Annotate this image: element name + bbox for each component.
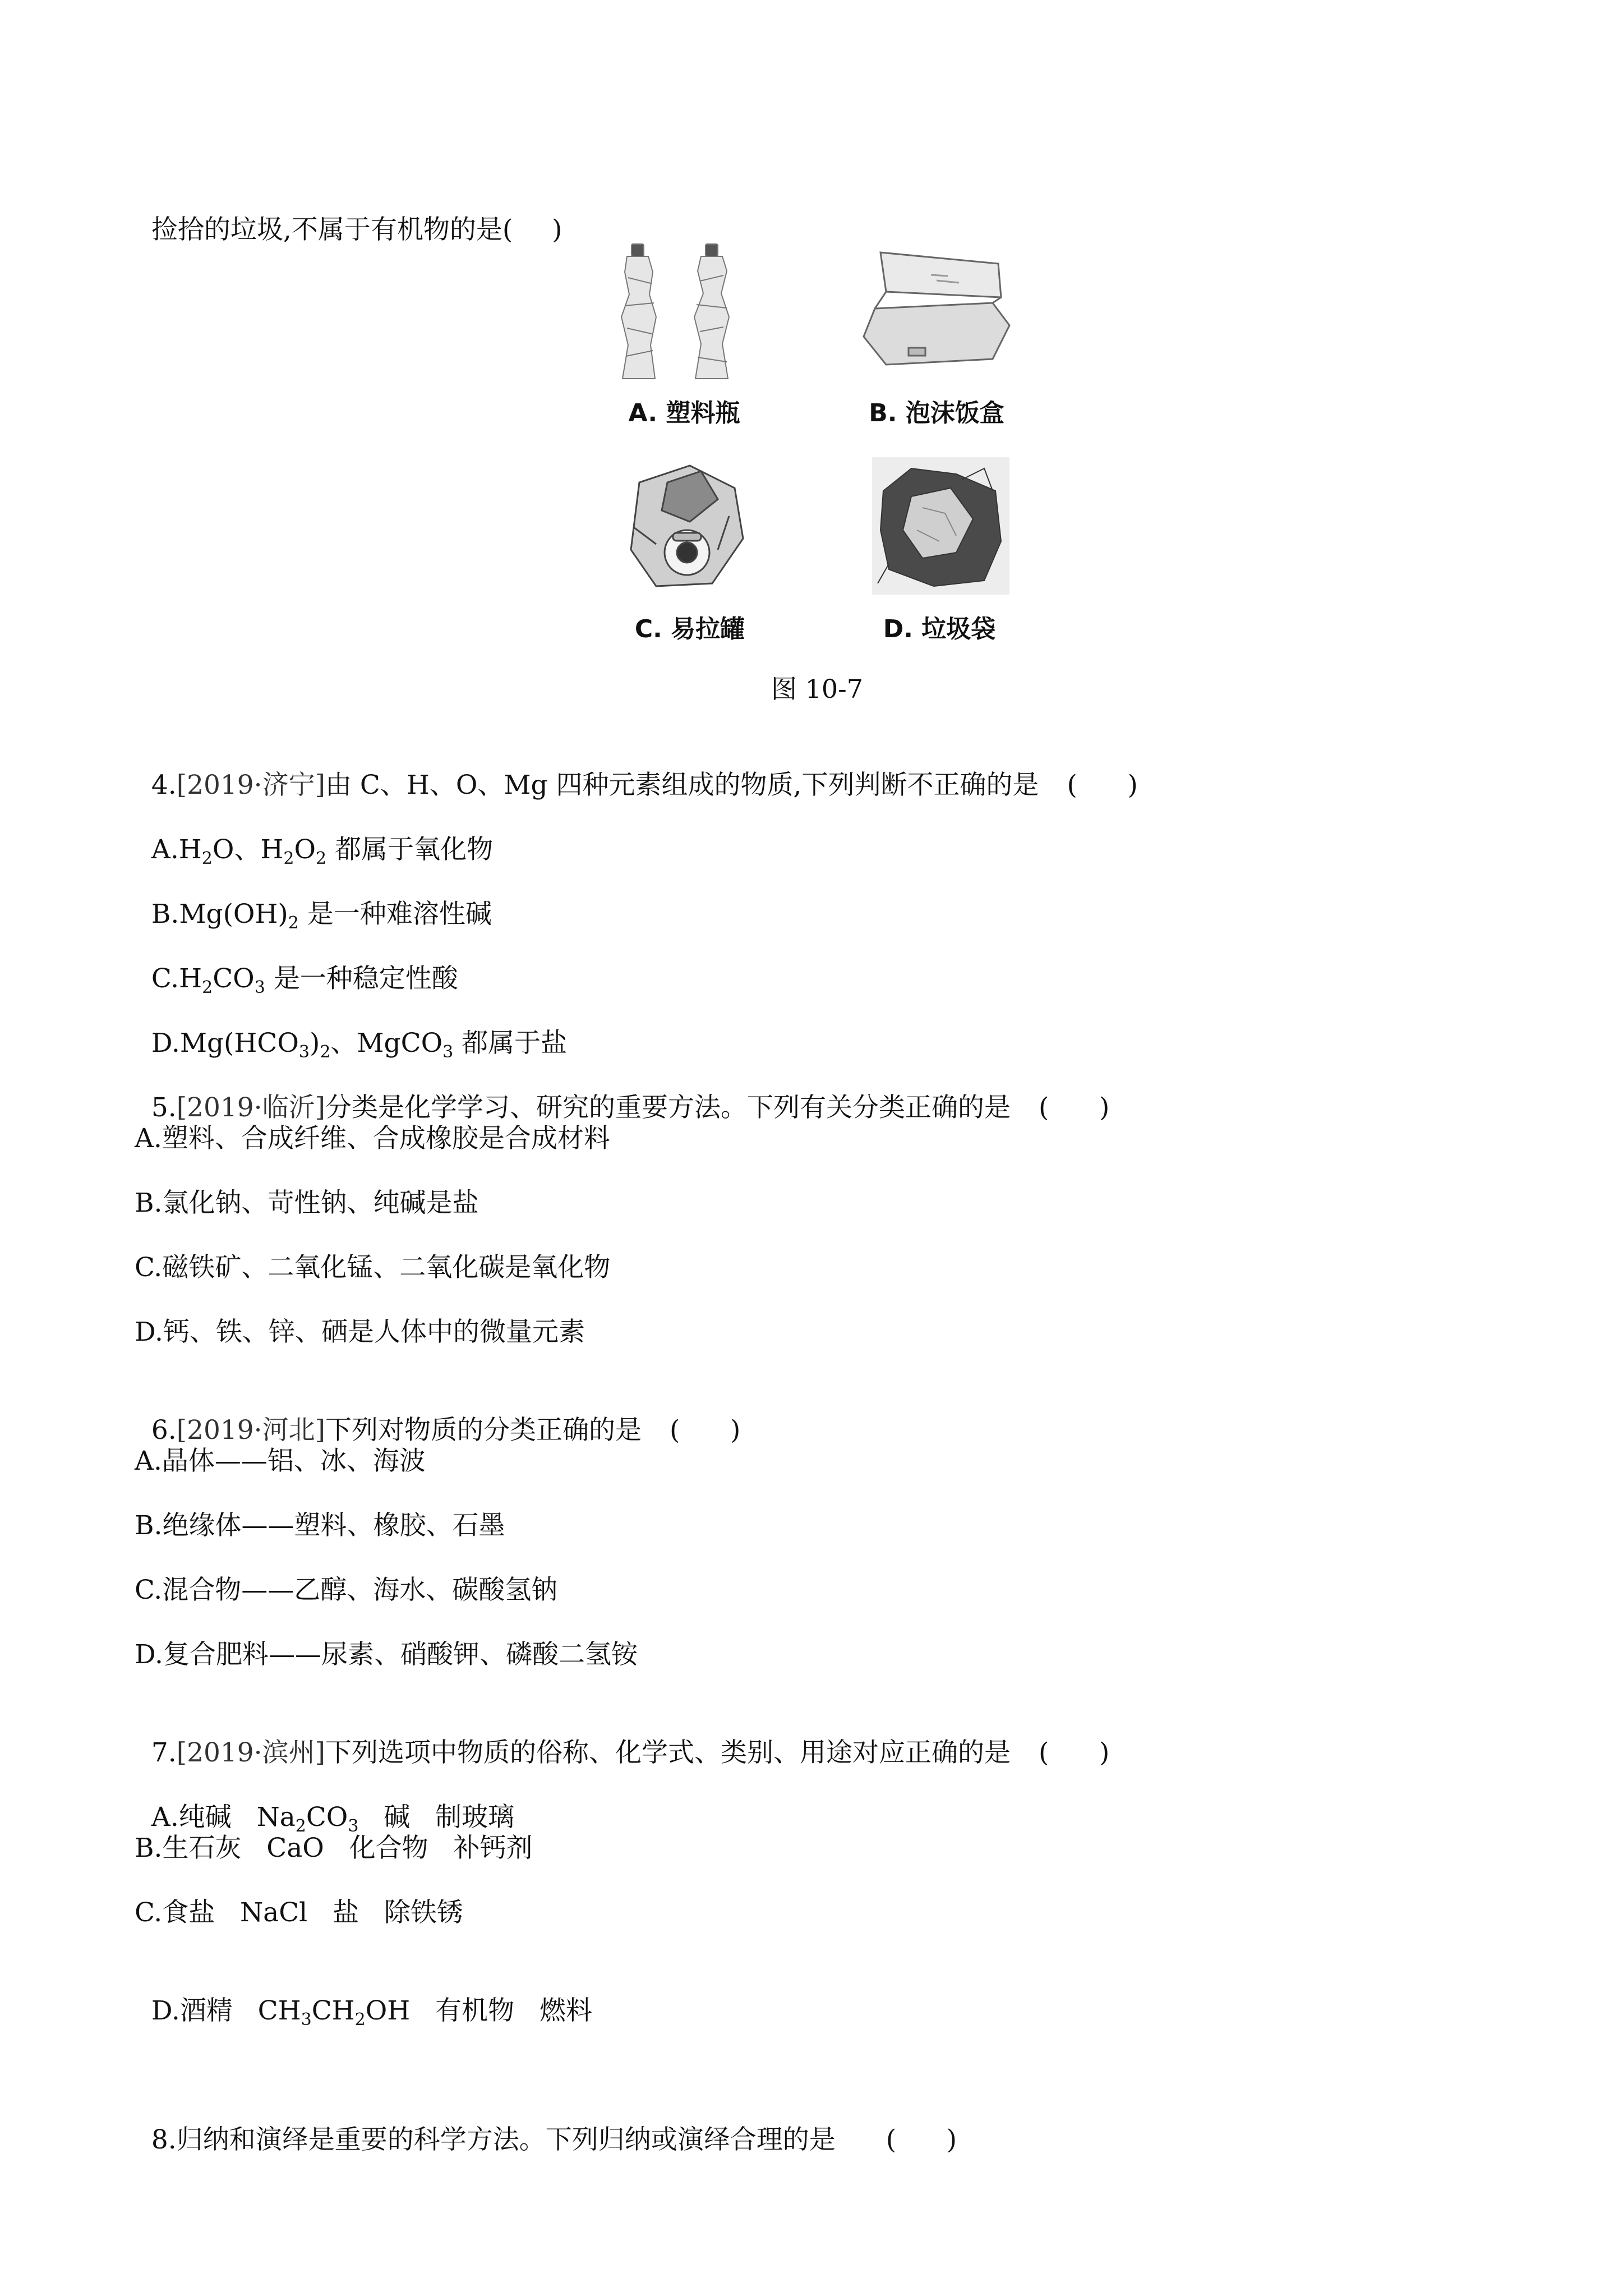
- q5-option-a: A.塑料、合成纤维、合成橡胶是合成材料: [135, 1123, 610, 1154]
- option-text: A.纯碱 Na: [151, 1802, 296, 1833]
- question-6: [135, 1380, 740, 1447]
- figure-number: 图 10-7: [771, 674, 863, 704]
- option-text: CH: [311, 1995, 355, 2026]
- question-4: [135, 735, 1138, 802]
- q6-paren: ( ): [669, 1415, 741, 1446]
- plastic-bottle-icon: [611, 238, 746, 384]
- q4-paren: ( ): [1067, 770, 1138, 800]
- figure-caption-a: A. 塑料瓶: [628, 399, 740, 427]
- q8-stem: 归纳和演绎是重要的科学方法。下列归纳或演绎合理的是: [176, 2124, 836, 2155]
- option-text: B.Mg(OH): [151, 899, 288, 930]
- q5-source: [2019·临沂]: [176, 1092, 325, 1123]
- option-text: O、H: [212, 834, 284, 865]
- subscript: 3: [298, 1042, 310, 1062]
- q6-option-c: C.混合物——乙醇、海水、碳酸氢钠: [135, 1575, 558, 1605]
- image-foam-lunchbox: [852, 241, 1015, 381]
- option-text: OH 有机物 燃料: [365, 1995, 592, 2026]
- subscript: 2: [201, 849, 213, 868]
- q7-stem: 下列选项中物质的俗称、化学式、类别、用途对应正确的是: [325, 1737, 1011, 1768]
- q5-option-c: C.磁铁矿、二氧化锰、二氧化碳是氧化物: [135, 1252, 611, 1283]
- q6-option-b: B.绝缘体——塑料、橡胶、石墨: [135, 1510, 505, 1541]
- subscript: 2: [320, 1042, 331, 1062]
- figure-caption-d: D. 垃圾袋: [883, 615, 996, 643]
- subscript: 3: [301, 2010, 312, 2030]
- q4-option-b: [135, 864, 492, 931]
- option-text: D.酒精 CH: [151, 1995, 301, 2026]
- q6-option-d: D.复合肥料——尿素、硝酸钾、磷酸二氢铵: [135, 1639, 638, 1670]
- garbage-bag-icon: [872, 457, 1009, 595]
- option-text: ): [309, 1028, 320, 1059]
- q6-number: 6.: [151, 1415, 177, 1446]
- figure-caption-b: B. 泡沫饭盒: [869, 399, 1004, 427]
- option-text: A.H: [151, 834, 202, 865]
- question-7: [135, 1703, 1109, 1770]
- q5-stem: 分类是化学学习、研究的重要方法。下列有关分类正确的是: [325, 1092, 1011, 1123]
- image-pop-can: [623, 460, 751, 595]
- foam-box-icon: [852, 241, 1015, 381]
- subscript: 2: [295, 1816, 306, 1836]
- option-text: 都属于氧化物: [326, 834, 494, 865]
- figure-caption-c: C. 易拉罐: [634, 615, 745, 643]
- q7-paren: ( ): [1038, 1737, 1110, 1768]
- can-icon: [623, 460, 751, 595]
- q7-option-d: [135, 1961, 592, 2028]
- image-garbage-bag: [872, 457, 1009, 595]
- q4-source: [2019·济宁]: [176, 770, 325, 800]
- subscript: 3: [254, 978, 265, 997]
- question-intro: [135, 180, 562, 247]
- option-text: CO: [213, 963, 255, 994]
- question-5: [135, 1057, 1109, 1125]
- option-text: 是一种难溶性碱: [298, 899, 492, 930]
- subscript: 2: [354, 2010, 366, 2030]
- q7-source: [2019·滨州]: [176, 1737, 325, 1768]
- option-text: 都属于盐: [453, 1028, 568, 1059]
- q5-paren: ( ): [1038, 1092, 1110, 1123]
- subscript: 3: [442, 1042, 454, 1062]
- q8-number: 8.: [151, 2124, 177, 2155]
- q6-option-a: A.晶体——铝、冰、海波: [135, 1446, 426, 1476]
- intro-paren-close: ): [552, 214, 562, 245]
- image-plastic-bottle: [611, 238, 746, 384]
- subscript: 2: [288, 913, 299, 933]
- q5-option-d: D.钙、铁、锌、硒是人体中的微量元素: [135, 1317, 585, 1347]
- q4-option-c: [135, 928, 458, 996]
- question-8: [135, 2090, 957, 2157]
- q5-option-b: B.氯化钠、苛性钠、纯碱是盐: [135, 1188, 479, 1218]
- subscript: 2: [202, 978, 213, 997]
- q5-number: 5.: [151, 1092, 177, 1123]
- intro-text: 捡拾的垃圾,不属于有机物的是(: [151, 214, 513, 245]
- q7-number: 7.: [151, 1737, 177, 1768]
- option-text: O: [294, 834, 316, 865]
- option-text: CO: [306, 1802, 348, 1833]
- q4-option-a: [135, 799, 493, 867]
- q8-paren: ( ): [886, 2124, 957, 2155]
- option-text: 碱 制玻璃: [358, 1802, 515, 1833]
- q4-stem: 由 C、H、O、Mg 四种元素组成的物质,下列判断不正确的是: [325, 770, 1039, 800]
- option-text: D.Mg(HCO: [151, 1028, 299, 1059]
- q7-option-c: C.食盐 NaCl 盐 除铁锈: [135, 1897, 463, 1928]
- q7-option-a: [135, 1767, 514, 1834]
- q4-number: 4.: [151, 770, 177, 800]
- subscript: 2: [283, 849, 294, 868]
- q6-source: [2019·河北]: [176, 1415, 325, 1446]
- subscript: 2: [316, 849, 327, 868]
- option-text: 、MgCO: [330, 1028, 443, 1059]
- q4-option-d: [135, 993, 567, 1060]
- subscript: 3: [348, 1816, 359, 1836]
- option-text: 是一种稳定性酸: [265, 963, 458, 994]
- q7-option-b: B.生石灰 CaO 化合物 补钙剂: [135, 1833, 533, 1864]
- option-text: C.H: [151, 963, 202, 994]
- q6-stem: 下列对物质的分类正确的是: [325, 1415, 642, 1446]
